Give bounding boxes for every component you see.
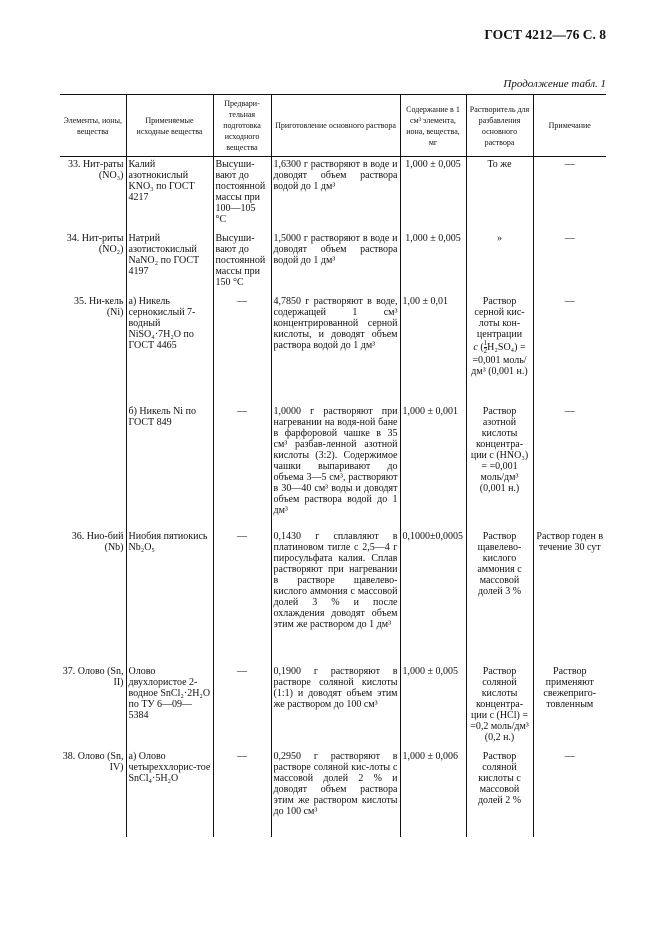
solvent-text: Раствор серной кис-лоты кон-центрации <box>474 296 525 340</box>
solvent-formula: H₂SO₄) = <box>487 341 526 353</box>
solution-cell: 0,1430 г сплавляют в платиновом тигле с 2,5—4 г пиросульфата калия. Сплав растворяют при нагревании в растворе щавелево-кислого аммония с массовой долей 3 % и после охлаждения доводят объем этим же раствором до 1 дм³ <box>271 529 400 664</box>
column-header-solvent: Растворитель для разбавления основного раствора <box>466 95 533 157</box>
reference-solutions-table <box>60 94 606 837</box>
element-cell: 33. Нит-раты (NO₃) <box>67 159 124 181</box>
note-cell: — <box>533 231 606 294</box>
preparation-cell: Высуши-вают до постоянной массы при 100—105 °С <box>213 157 271 232</box>
solution-cell: 1,5000 г растворяют в воде и доводят объем раствора водой до 1 дм³ <box>271 231 400 294</box>
table-row <box>60 157 606 232</box>
concentration-symbol: c <box>473 341 478 353</box>
table-row <box>60 664 606 749</box>
table-continuation-label: Продолжение табл. 1 <box>503 78 606 90</box>
substance-cell: а) Никель сернокислый 7-водный NiSO₄·7H₂O по ГОСТ 4465 <box>126 294 213 404</box>
solvent-cell: Раствор серной кис-лоты кон-центрации c ( $\frac{1}{2}$ H₂SO₄) = =0,001 моль/дм³ (0,001 н.) <box>466 294 533 404</box>
substance-cell: Ниобия пятиокись Nb₂O₅ <box>126 529 213 664</box>
table-row <box>60 294 606 404</box>
note-cell: Раствор годен в течение 30 сут <box>533 529 606 664</box>
solvent-cell: Раствор соляной кислоты концентра-ции c (HCl) = =0,2 моль/дм³ (0,2 н.) <box>466 664 533 749</box>
column-header-content: Содержание в 1 см³ элемента, иона, вещества, мг <box>400 95 466 157</box>
element-cell: 36. Нио-бий (Nb) <box>71 531 124 553</box>
element-cell: 38. Олово (Sn, IV) <box>62 751 124 773</box>
solution-cell: 4,7850 г растворяют в воде, содержащей 1 см³ концентрированной серной кислоты, и доводят объем раствора водой до 1 дм³ <box>271 294 400 404</box>
preparation-cell: — <box>213 529 271 664</box>
column-header-note: Примечание <box>533 95 606 157</box>
content-cell: 1,000 ± 0,005 <box>400 157 466 232</box>
solvent-concentration: =0,001 моль/дм³ (0,001 н.) <box>471 355 528 377</box>
preparation-cell: — <box>213 294 271 404</box>
note-cell: — <box>533 749 606 837</box>
preparation-cell: — <box>213 664 271 749</box>
solvent-cell: То же <box>466 157 533 232</box>
table-row <box>60 404 606 529</box>
note-cell: — <box>533 157 606 232</box>
table-row <box>60 749 606 837</box>
element-cell: 37. Олово (Sn, II) <box>62 666 124 688</box>
element-cell: 34. Нит-риты (NO₂) <box>66 233 124 255</box>
solvent-cell: Раствор соляной кислоты с массовой долей 2 % <box>466 749 533 837</box>
column-header-preparation: Предвари-тельная подготовка исходного вещества <box>213 95 271 157</box>
note-cell: Раствор применяют свежеприго-товленным <box>533 664 606 749</box>
element-cell <box>60 404 126 529</box>
preparation-cell: — <box>213 749 271 837</box>
document-title: ГОСТ 4212—76 С. 8 <box>484 27 606 42</box>
preparation-cell: — <box>213 404 271 529</box>
content-cell: 1,000 ± 0,001 <box>400 404 466 529</box>
content-cell: 1,00 ± 0,01 <box>400 294 466 404</box>
column-header-element: Элементы, ионы, вещества <box>60 95 126 157</box>
content-cell: 1,000 ± 0,006 <box>400 749 466 837</box>
substance-cell: Калий азотнокислый KNO₃ по ГОСТ 4217 <box>126 157 213 232</box>
substance-cell: б) Никель Ni по ГОСТ 849 <box>126 404 213 529</box>
solvent-cell: Раствор азотной кислоты концентра-ции c (HNO₃) = =0,001 моль/дм³ (0,001 н.) <box>466 404 533 529</box>
content-cell: 1,000 ± 0,005 <box>400 664 466 749</box>
substance-cell: Натрий азотистокислый NaNO₂ по ГОСТ 4197 <box>126 231 213 294</box>
note-cell: — <box>533 294 606 404</box>
solution-cell: 0,2950 г растворяют в растворе соляной кис-лоты с массовой долей 2 % и доводят объем раствора этим же раствором кислоты до 100 см³ <box>271 749 400 837</box>
note-cell: — <box>533 404 606 529</box>
table-row <box>60 231 606 294</box>
column-header-substance: Применяемые исходные вещества <box>126 95 213 157</box>
substance-cell: Олово двухлористое 2-водное SnCl₂·2H₂O по ТУ 6—09—5384 <box>126 664 213 749</box>
fraction-one-half: $\frac{1}{2}$ <box>483 339 488 355</box>
solvent-cell: » <box>466 231 533 294</box>
preparation-cell: Высуши-вают до постоянной массы при 150 °С <box>213 231 271 294</box>
table-row <box>60 529 606 664</box>
solution-cell: 1,6300 г растворяют в воде и доводят объем раствора водой до 1 дм³ <box>271 157 400 232</box>
table-header-row <box>60 95 606 157</box>
solution-cell: 1,0000 г растворяют при нагревании на водя-ной бане в фарфоровой чашке в 35 см³ разбав-ленной азотной кислоты (3:2). Содержимое чашки выпаривают до объема 3—5 см³, растворяют в 30—40 см³ воды и доводят объем раствора водой до 1 дм³ <box>271 404 400 529</box>
element-cell: 35. Ни-кель (Ni) <box>73 296 124 318</box>
solvent-cell: Раствор щавелево-кислого аммония с массовой долей 3 % <box>466 529 533 664</box>
column-header-solution: Приготовление основного раствора <box>271 95 400 157</box>
content-cell: 1,000 ± 0,005 <box>400 231 466 294</box>
solution-cell: 0,1900 г растворяют в растворе соляной кислоты (1:1) и доводят объем этим же раствором до 100 см³ <box>271 664 400 749</box>
content-cell: 0,1000±0,0005 <box>400 529 466 664</box>
substance-cell: а) Олово четыреххлорис-тое SnCl₄·5H₂O <box>126 749 213 837</box>
